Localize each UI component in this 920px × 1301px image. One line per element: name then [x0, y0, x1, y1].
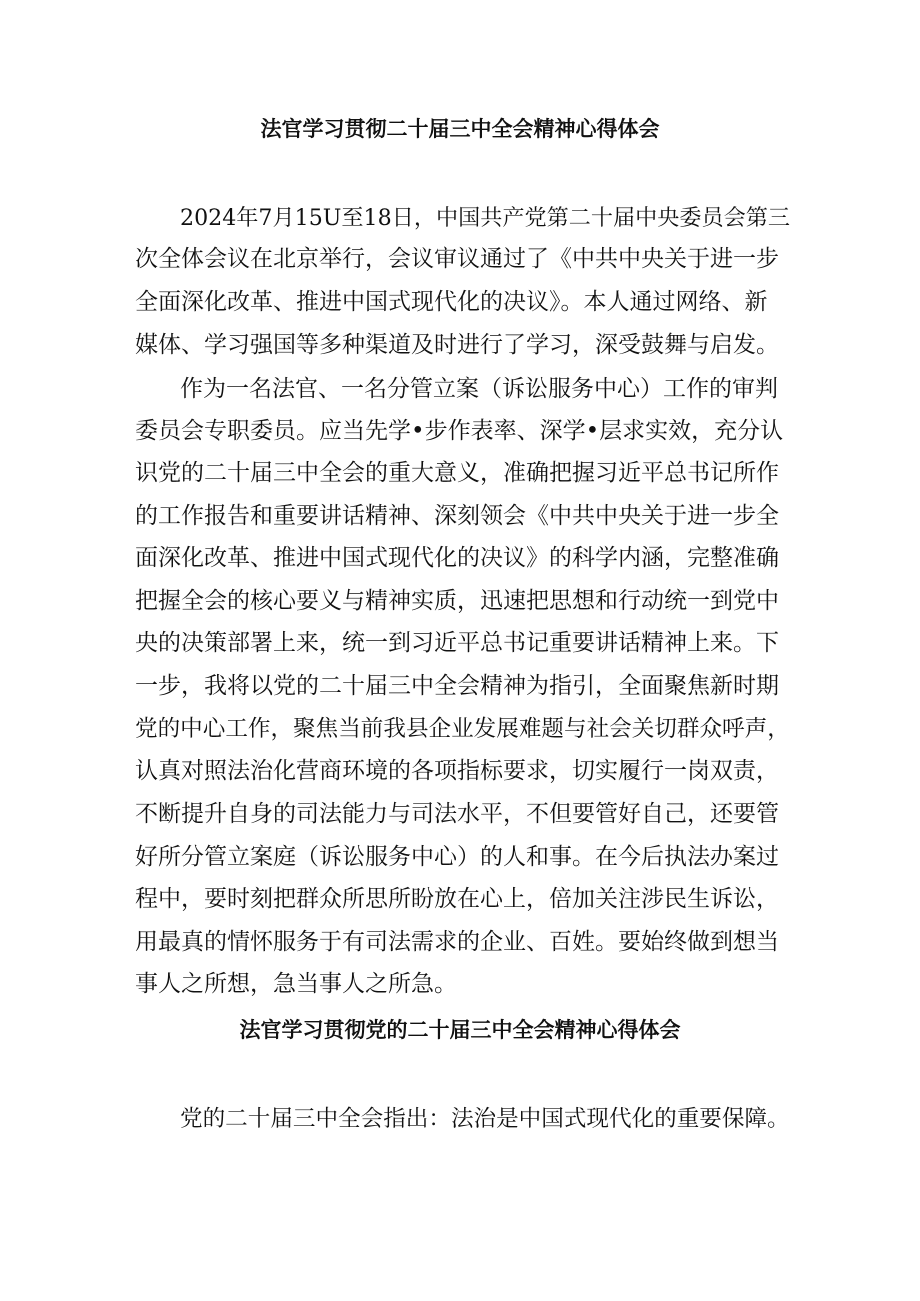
- paragraph-line: 委员会专职委员。应当先学•步作表率、深学•层求实效，充分认: [135, 418, 784, 444]
- paragraph-line: 全面深化改革、推进中国式现代化的决议》。本人通过网络、新: [135, 289, 768, 315]
- paragraph-line: 认真对照法治化营商环境的各项指标要求，切实履行一岗双责，: [135, 758, 779, 784]
- paragraph-line: 的工作报告和重要讲话精神、深刻领会《中共中央关于进一步全: [135, 503, 779, 529]
- document-title-2: 法官学习贯彻党的二十届三中全会精神心得体会: [239, 1017, 681, 1042]
- paragraph-line: 识党的二十届三中全会的重大意义，准确把握习近平总书记所作: [135, 460, 779, 486]
- paragraph-line: 面深化改革、推进中国式现代化的决议》的科学内涵，完整准确: [135, 545, 779, 571]
- paragraph-line: 党的中心工作，聚焦当前我县企业发展难题与社会关切群众呼声，: [135, 716, 790, 742]
- paragraph-line: 事人之所想，急当事人之所急。: [135, 971, 457, 997]
- paragraph-line: 好所分管立案庭（诉讼服务中心）的人和事。在今后执法办案过: [135, 844, 779, 870]
- paragraph-line: 一步，我将以党的二十届三中全会精神为指引，全面聚焦新时期: [135, 673, 779, 699]
- paragraph-line: 媒体、学习强国等多种渠道及时进行了学习，深受鼓舞与启发。: [135, 332, 779, 358]
- paragraph-line: 用最真的情怀服务于有司法需求的企业、百姓。要始终做到想当: [135, 929, 779, 955]
- paragraph-line: 把握全会的核心要义与精神实质，迅速把思想和行动统一到党中: [135, 588, 779, 614]
- paragraph-line: 程中，要时刻把群众所思所盼放在心上，倍加关注涉民生诉讼，: [135, 886, 779, 912]
- paragraph-line: 作为一名法官、一名分管立案（诉讼服务中心）工作的审判: [180, 376, 778, 402]
- paragraph-line: 党的二十届三中全会指出：法治是中国式现代化的重要保障。: [180, 1106, 790, 1132]
- document-title: 法官学习贯彻二十届三中全会精神心得体会: [260, 116, 660, 141]
- paragraph-line: 2024年7月15U至18日，中国共产党第二十届中央委员会第三: [180, 205, 790, 231]
- paragraph-line: 次全体会议在北京举行，会议审议通过了《中共中央关于进一步: [135, 246, 779, 272]
- paragraph-line: 央的决策部署上来，统一到习近平总书记重要讲话精神上来。下: [135, 630, 779, 656]
- paragraph-line: 不断提升自身的司法能力与司法水平，不但要管好自己，还要管: [135, 801, 779, 827]
